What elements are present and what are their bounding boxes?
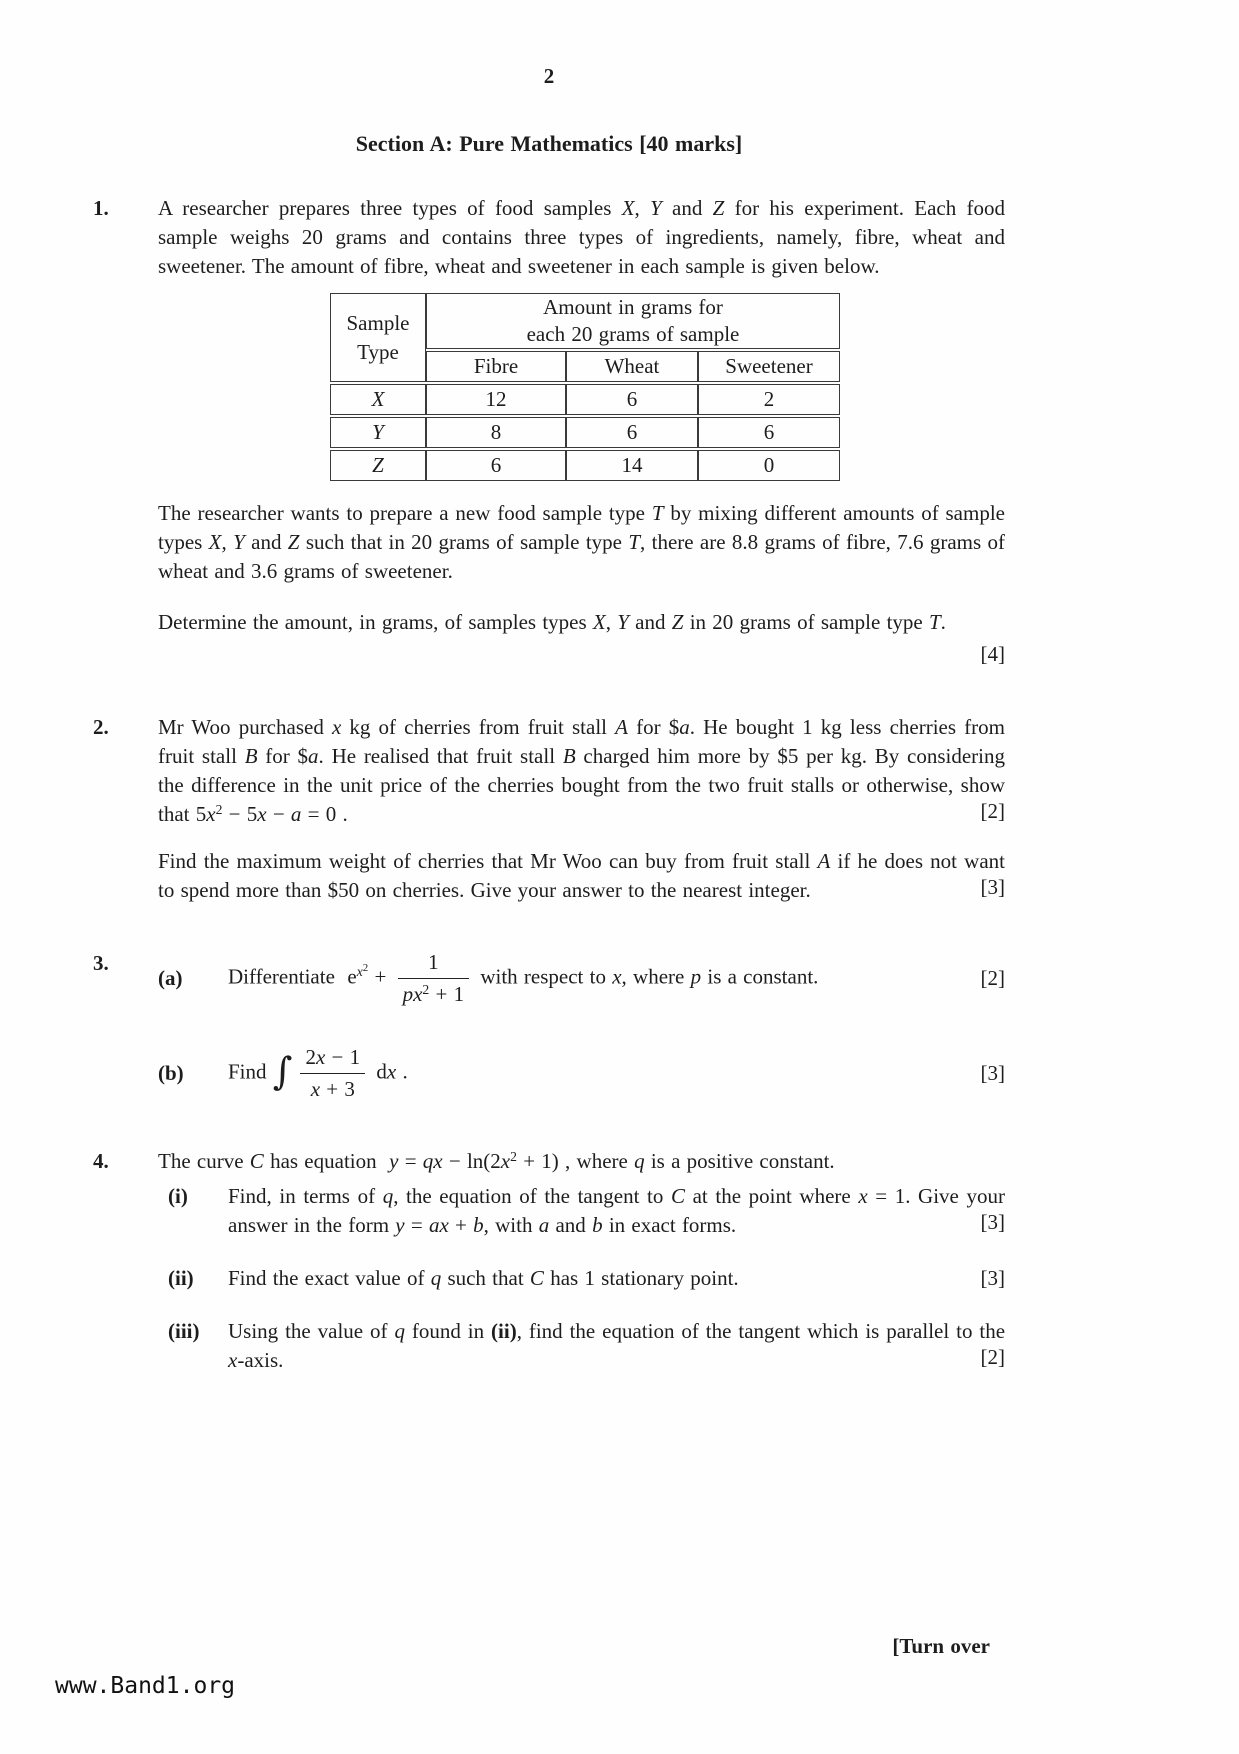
- q4ii-label: (ii): [168, 1266, 194, 1290]
- q4iii-content: [228, 1317, 1005, 1375]
- q3a-formula: Differentiate $e^{x^2}$ + $\frac{1}{px^2 + 1}$ with respect to x, where p is a constant.: [228, 950, 819, 1006]
- q1-body: [158, 194, 1005, 669]
- q3-body: [158, 949, 1005, 1103]
- site-watermark: www.Band1.org: [55, 1673, 236, 1699]
- page-number: 2: [543, 64, 555, 88]
- table-row-y: [330, 417, 840, 448]
- q4ii-content: [228, 1264, 1005, 1293]
- q2-body: [158, 713, 1005, 905]
- q3a-label: (a): [158, 966, 183, 990]
- table-row-x: [330, 384, 840, 415]
- row-y-fibre: 8: [426, 417, 566, 448]
- q4i-label: (i): [168, 1184, 188, 1208]
- q1-determine-paragraph: Determine the amount, in grams, of samples types X, Y and Z in 20 grams of sample type T.: [158, 610, 946, 634]
- section-title: Section A: Pure Mathematics [40 marks]: [355, 131, 743, 156]
- q2-part2-marks: [3]: [980, 875, 1005, 899]
- q1-intro: A researcher prepares three types of food samples X, Y and Z for his experiment. Each food sample weighs 20 grams and contains three types of ingredients, namely, fibre, wheat and sweetener. The amount of fibre, wheat and sweetener in each sample is given below.: [158, 196, 1005, 278]
- q3-number: 3.: [93, 951, 109, 975]
- q4ii-text: Find the exact value of q such that C has 1 stationary point.: [228, 1266, 739, 1290]
- q4-part-i: [158, 1182, 1005, 1240]
- turn-over-label: [Turn over: [892, 1634, 990, 1658]
- row-z-type: Z: [330, 450, 426, 481]
- page-content: [93, 62, 1005, 1375]
- q4i-marks: [3]: [980, 1210, 1005, 1234]
- table-header-sweetener: Sweetener: [698, 351, 840, 382]
- q2-part1-text: Mr Woo purchased x kg of cherries from fruit stall A for $a. He bought 1 kg less cherries from fruit stall B for $a. He realised that fruit stall B charged him more by $5 per kg. By considering the difference in the unit price of the cherries bought from the two fruit stalls or otherwise, show that $5x^2 - 5x - a = 0$ .: [158, 715, 1005, 826]
- q2-part2: [158, 847, 1005, 905]
- row-z-wheat: 14: [566, 450, 698, 481]
- q4i-content: [228, 1182, 1005, 1240]
- question-4: [93, 1147, 1005, 1375]
- row-x-sweetener: 2: [698, 384, 840, 415]
- q4ii-marks: [3]: [980, 1266, 1005, 1290]
- q1-mixing-paragraph: The researcher wants to prepare a new food sample type T by mixing different amounts of sample types X, Y and Z such that in 20 grams of sample type T, there are 8.8 grams of fibre, 7.6 grams of wheat and 3.6 grams of sweetener.: [158, 501, 1005, 583]
- q3-part-a: [158, 949, 1005, 1008]
- q2-part2-text: Find the maximum weight of cherries that Mr Woo can buy from fruit stall A if he does not want to spend more than $50 on cherries. Give your answer to the nearest integer.: [158, 849, 1006, 902]
- row-z-fibre: 6: [426, 450, 566, 481]
- row-x-type: X: [330, 384, 426, 415]
- row-x-fibre: 12: [426, 384, 566, 415]
- row-x-wheat: 6: [566, 384, 698, 415]
- q4i-text: Find, in terms of q, the equation of the tangent to C at the point where x = 1. Give your answer in the form y = ax + b, with a and b in exact forms.: [228, 1184, 1005, 1237]
- q2-part1: [158, 713, 1005, 829]
- ingredients-table: [330, 291, 840, 483]
- row-y-sweetener: 6: [698, 417, 840, 448]
- q4-intro: The curve C has equation y = qx − $\ln(2x^2 + 1)$ , where q is a positive constant.: [158, 1148, 835, 1173]
- q4-part-ii: [158, 1264, 1005, 1293]
- table-header-amount: Amount in grams for each 20 grams of sample: [426, 293, 840, 349]
- q4iii-marks: [2]: [980, 1345, 1005, 1369]
- q4-body: [158, 1147, 1005, 1375]
- question-1: [93, 194, 1005, 669]
- question-2: [93, 713, 1005, 905]
- row-y-type: Y: [330, 417, 426, 448]
- table-row-z: [330, 450, 840, 481]
- q2-number: 2.: [93, 715, 109, 739]
- table-header-sample-type: Sample Type: [330, 293, 426, 382]
- table-header-fibre: Fibre: [426, 351, 566, 382]
- row-y-wheat: 6: [566, 417, 698, 448]
- q3-part-b: [158, 1044, 1005, 1103]
- q1-marks: [4]: [980, 642, 1005, 666]
- q4-number: 4.: [93, 1149, 109, 1173]
- q2-part1-marks: [2]: [980, 799, 1005, 823]
- q3b-formula: Find ∫ $\frac{2x - 1}{x + 3}$ dx .: [228, 1045, 408, 1101]
- row-z-sweetener: 0: [698, 450, 840, 481]
- q3b-label: (b): [158, 1061, 184, 1085]
- q4iii-text: Using the value of q found in (ii), find the equation of the tangent which is parallel to the x-axis.: [228, 1319, 1006, 1372]
- question-3: [93, 949, 1005, 1103]
- table-header-wheat: Wheat: [566, 351, 698, 382]
- q1-number: 1.: [93, 196, 109, 220]
- q4-part-iii: [158, 1317, 1005, 1375]
- q4iii-label: (iii): [168, 1319, 200, 1343]
- q3a-marks: [2]: [980, 966, 1005, 990]
- q3b-marks: [3]: [980, 1061, 1005, 1085]
- table-header-row-1: [330, 293, 840, 349]
